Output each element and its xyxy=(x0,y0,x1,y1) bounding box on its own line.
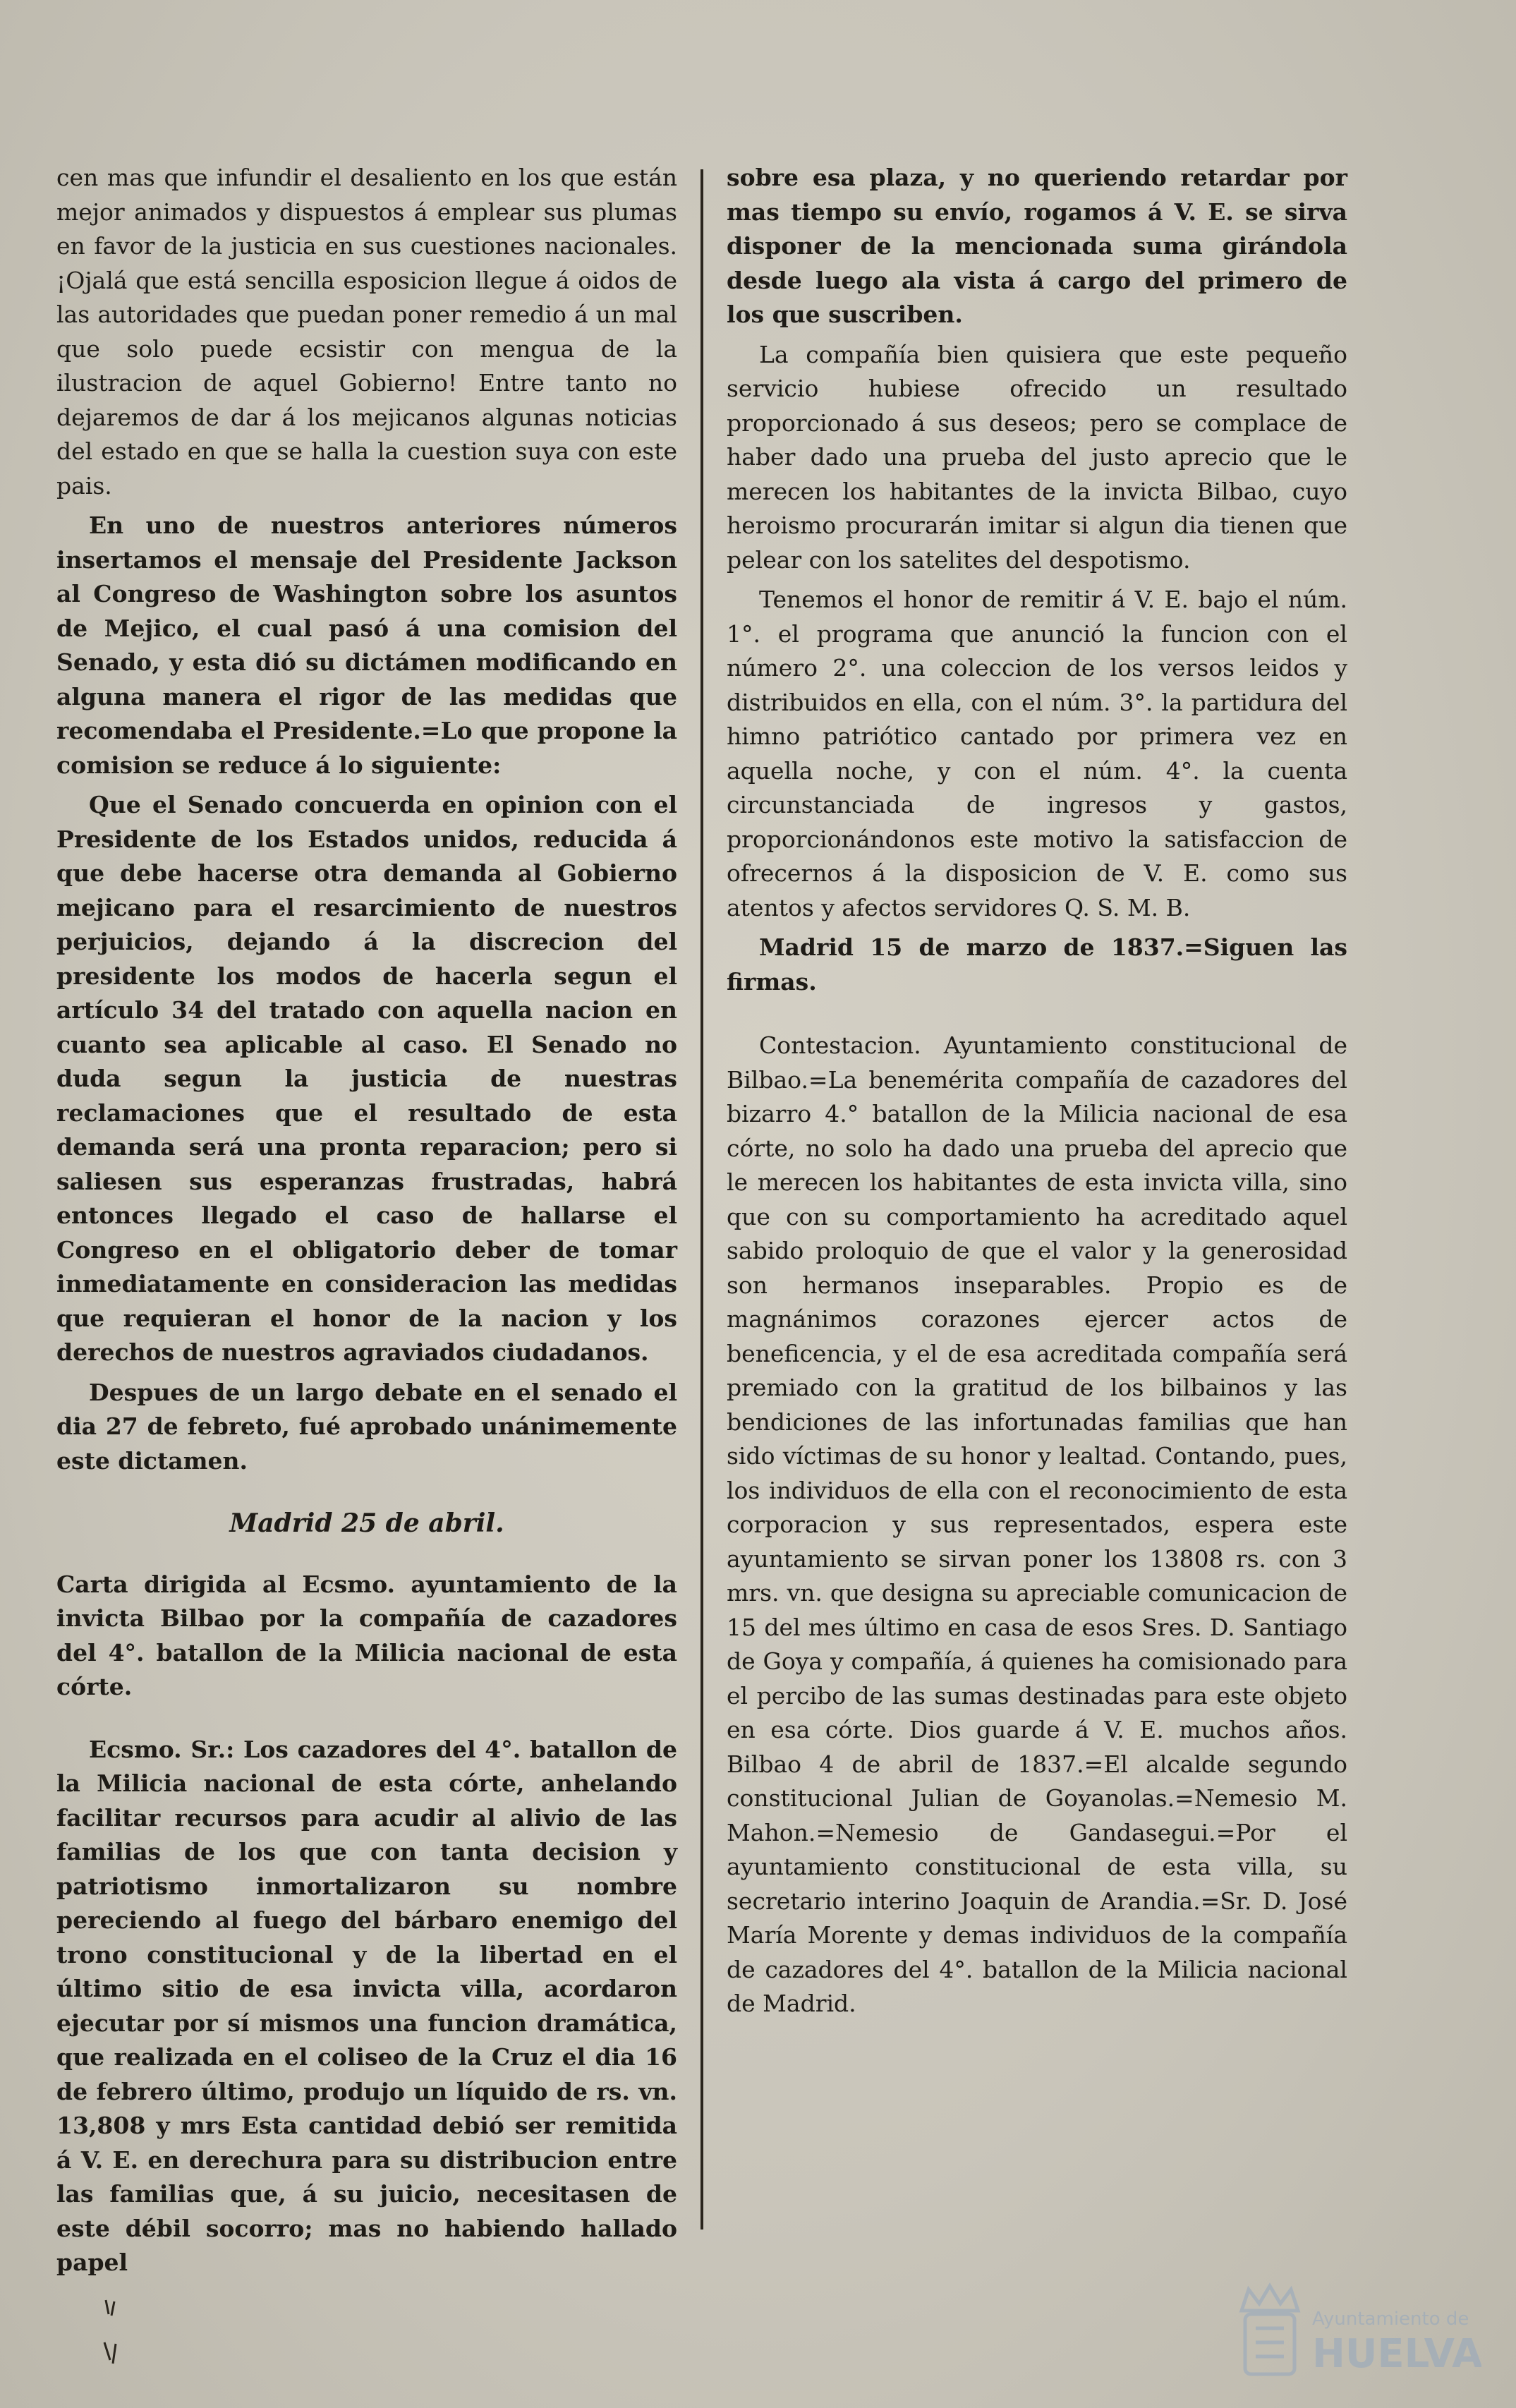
senate-vote-paragraph: Despues de un largo debate en el senado el dia 27 de febreto, fué aprobado unánimemente este dictamen. xyxy=(56,1378,677,1475)
letter-body: Ecsmo. Sr.: Los cazadores del 4°. batallon de la Milicia nacional de esta córte, anhelando facilitar recursos para acudir al alivio de las familias de los que con tanta decision y patriotismo inmortalizaron su nombre pereciendo al fuego del bárbaro enemigo del trono constitucional y de la libertad en el último sitio de esa invicta villa, acordaron ejecutar por sí mismos una funcion dramática, que realizada en el coliseo de la Cruz el dia 16 de febrero último, produjo un líquido de rs. vn. 13,808 y mrs Esta cantidad debió ser remitida á V. E. en derechura para su distribucion entre las familias que, á su juicio, necesitasen de este débil socorro; mas no habiendo hallado papel xyxy=(56,1735,677,2276)
signature-line: Madrid 15 de marzo de 1837.=Siguen las firmas. xyxy=(727,933,1347,996)
crown-shield-icon xyxy=(1213,2261,1481,2388)
letter-continuation: sobre esa plaza, y no queriendo retardar por mas tiempo su envío, rogamos á V. E. se sirva disponer de la mencionada suma girándola desde luego ala vista á cargo del primero de los que suscriben. xyxy=(727,164,1347,328)
huelva-watermark xyxy=(1213,2261,1481,2388)
enclosures-paragraph: Tenemos el honor de remitir á V. E. bajo el núm. 1°. el programa que anunció la funcion con el número 2°. una coleccion de los versos leidos y distribuidos en ella, con el núm. 3°. la partidura del himno patriótico cantado por primera vez en aquella noche, y con el núm. 4°. la cuenta circunstanciada de ingresos y gastos, proporcionándonos este motivo la satisfaccion de ofrecernos á la disposicion de V. E. como sus atentos y afectos servidores Q. S. M. B. xyxy=(727,586,1347,921)
intro-paragraph: cen mas que infundir el desaliento en los que están mejor animados y dispuestos á emplear sus plumas en favor de la justicia en sus cuestiones nacionales. ¡Ojalá que está sencilla esposicion llegue á oidos de las autoridades que puedan poner remedio á un mal que solo puede ecsistir con mengua de la ilustracion de aquel Gobierno! Entre tanto no dejaremos de dar á los mejicanos algunas noticias del estado en que se halla la cuestion suya con este pais. xyxy=(56,164,677,500)
column-divider xyxy=(701,169,703,2229)
company-wish-paragraph: La compañía bien quisiera que este pequeño servicio hubiese ofrecido un resultado proporcionado á sus deseos; pero se complace de haber dado una prueba del justo aprecio que le merecen los habitantes de la invicta Bilbao, cuyo heroismo procurarán imitar si algun dia tienen que pelear con los satelites del despotismo. xyxy=(727,340,1347,574)
senate-opinion-paragraph: Que el Senado concuerda en opinion con el Presidente de los Estados unidos, reducida á que debe hacerse otra demanda al Gobierno mejicano para el resarcimiento de nuestros perjuicios, dejando á la discrecion del presidente los modos de hacerla segun el artículo 34 del tratado con aquella nacion en cuanto sea aplicable al caso. El Senado no duda segun la justicia de nuestras reclamaciones que el resultado de esta demanda será una pronta reparacion; pero si saliesen sus esperanzas frustradas, habrá entonces llegado el caso de hallarse el Congreso en el obligatorio deber de tomar inmediatamente en consideracion las medidas que requieran el honor de la nacion y los derechos de nuestros agraviados ciudadanos. xyxy=(56,791,677,1366)
left-column xyxy=(56,161,677,2286)
jackson-message-paragraph: En uno de nuestros anteriores números insertamos el mensaje del Presidente Jackson al Congreso de Washington sobre los asuntos de Mejico, el cual pasó á una comision del Senado, y esta dió su dictámen modificando en alguna manera el rigor de las medidas que recomendaba el Presidente.=Lo que propone la comision se reduce á lo siguiente: xyxy=(56,512,677,779)
dateline: Madrid 25 de abril. xyxy=(229,1508,504,1538)
watermark-line1: Ayuntamiento de xyxy=(1312,2309,1469,2330)
contestacion-paragraph: Contestacion. Ayuntamiento constitucional de Bilbao.=La benemérita compañía de cazadores del bizarro 4.° batallon de la Milicia nacional de esa córte, no solo ha dado una prueba del aprecio que le merecen los habitantes de esta invicta villa, sino que con su comportamiento ha acreditado aquel sabido proloquio de que el valor y la generosidad son hermanos inseparables. Propio es de magnánimos corazones ejercer actos de beneficencia, y el de esa acreditada compañía será premiado con la gratitud de los bilbainos y las bendiciones de las infortunadas familias que han sido víctimas de su honor y lealtad. Contando, pues, los individuos de ella con el reconocimiento de esta corporacion y sus representados, espera este ayuntamiento se sirvan poner los 13808 rs. con 3 mrs. vn. que designa su apreciable comunicacion de 15 del mes último en casa de esos Sres. D. Santiago de Goya y compañía, á quienes ha comisionado para el percibo de las sumas destinadas para este objeto en esa córte. Dios guarde á V. E. muchos años. Bilbao 4 de abril de 1837.=El alcalde segundo constitucional Julian de Goyanolas.=Nemesio M. Mahon.=Nemesio de Gandasegui.=Por el ayuntamiento constitucional de esta villa, su secretario interino Joaquin de Arandia.=Sr. D. José María Morente y demas individuos de la compañía de cazadores del 4°. batallon de la Milicia nacional de Madrid. xyxy=(727,1031,1347,2017)
section-gap xyxy=(727,1005,1347,1029)
watermark-line2: HUELVA xyxy=(1312,2331,1481,2377)
letter-heading: Carta dirigida al Ecsmo. ayuntamiento de la invicta Bilbao por la compañía de cazadores del 4°. batallon de la Milicia nacional de esta córte. xyxy=(56,1570,677,1700)
margin-marks xyxy=(99,2293,127,2378)
right-column xyxy=(727,161,1347,2027)
